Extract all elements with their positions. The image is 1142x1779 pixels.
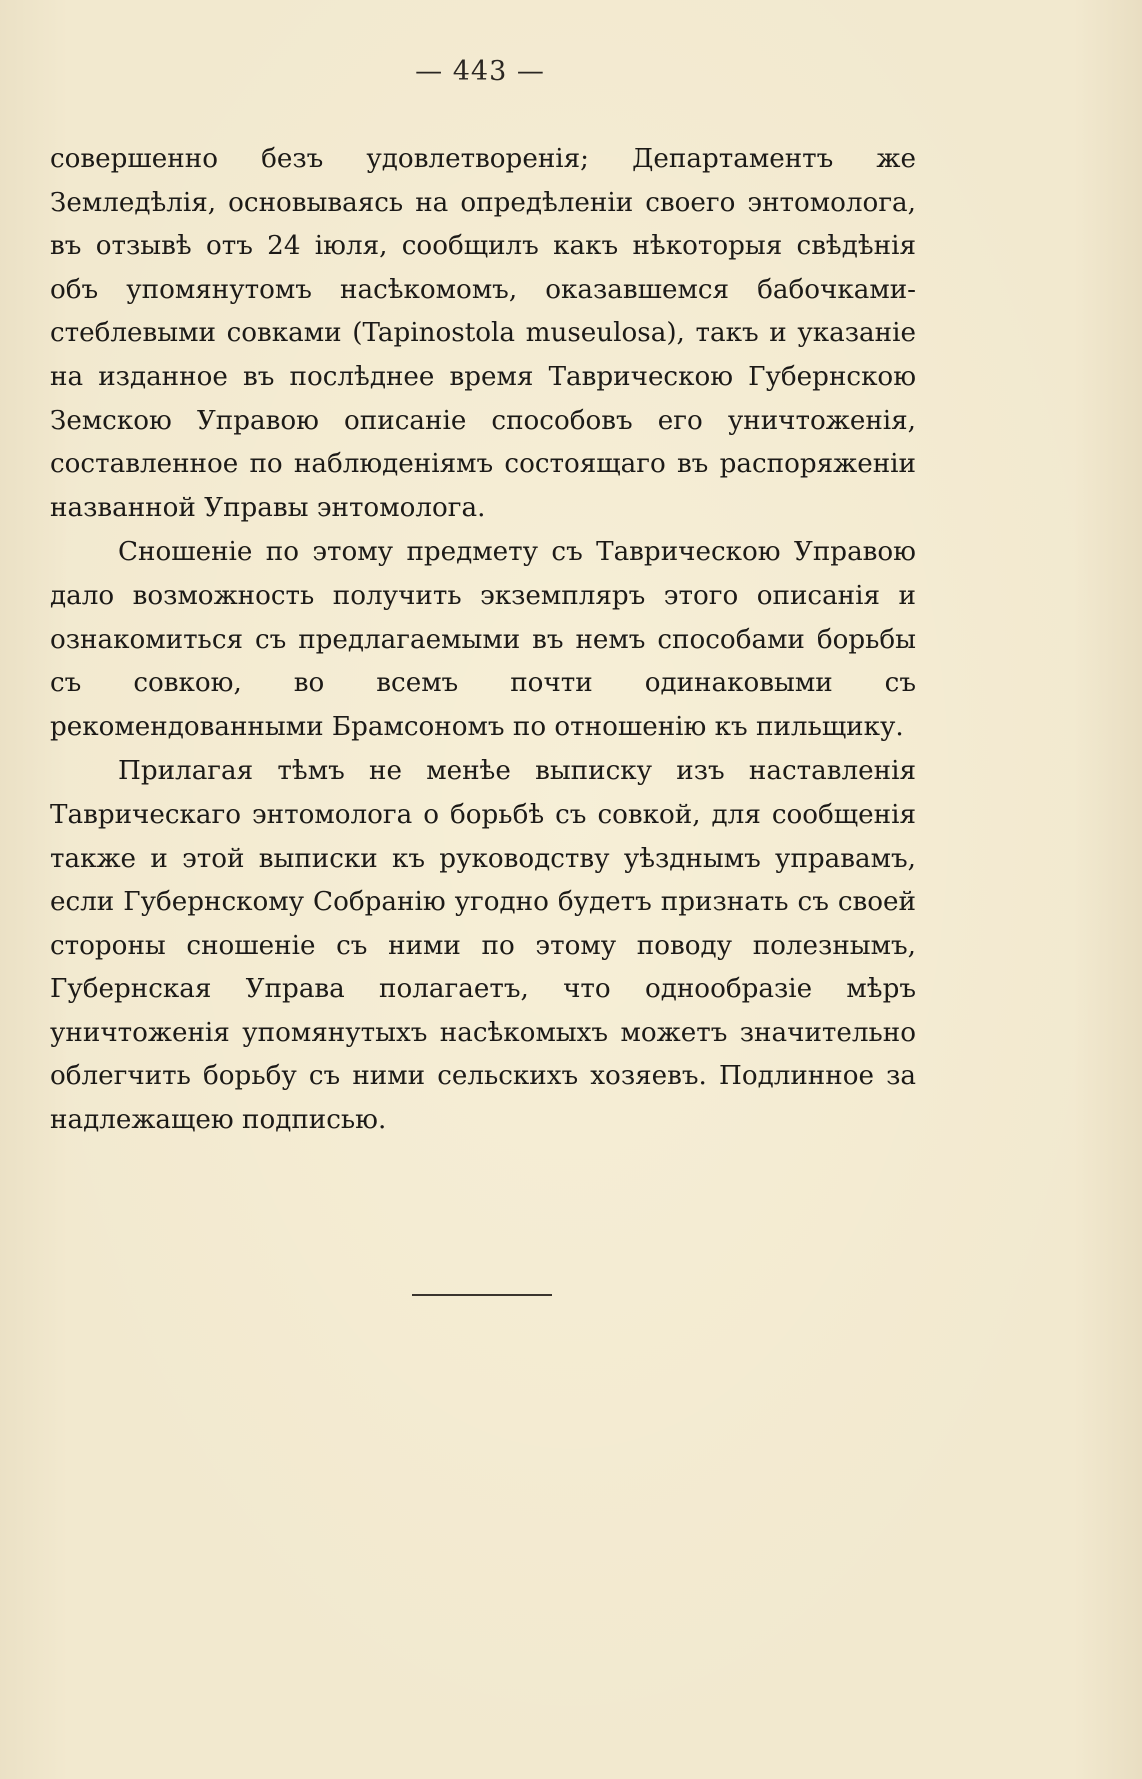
paragraph-proposal: Прилагая тѣмъ не менѣе выписку изъ наставленія Таврическаго энтомолога о борьбѣ съ совкой, для сообщенія также и этой выписки къ руководству уѣзднымъ управамъ, если Губернскому Собранію угодно будетъ признать съ своей стороны сношеніе съ ними по этому поводу полезнымъ, Губернская Управа полагаетъ, что однообразіе мѣръ уничтоженія упомянутыхъ насѣкомыхъ можетъ значительно облегчить борьбу съ ними сельскихъ хозяевъ. Подлинное за надлежащею подписью. xyxy=(50,756,916,1136)
page-number: — 443 — xyxy=(415,56,545,87)
paragraph-continuation: совершенно безъ удовлетворенія; Департаментъ же Земледѣлія, основываясь на опредѣленіи своего энтомолога, въ отзывѣ отъ 24 іюля, сообщилъ какъ нѣкоторыя свѣдѣнія объ упомянутомъ насѣкомомъ, оказавшемся бабочками-стеблевыми совками (Tapinostola museulosa), такъ и указаніе на изданное въ послѣднее время Таврическою Губернскою Земскою Управою описаніе способовъ его уничтоженія, составленное по наблюденіямъ состоящаго въ распоряженіи названной Управы энтомолога. xyxy=(50,144,916,523)
paragraph-correspondence: Сношеніе по этому предмету съ Таврическою Управою дало возможность получить экземпляръ этого описанія и ознакомиться съ предлагаемыми въ немъ способами борьбы съ совкою, во всемъ почти одинаковыми съ рекомендованными Брамсономъ по отношенію къ пильщику. xyxy=(50,537,916,742)
end-rule-divider xyxy=(412,1294,552,1296)
body-text xyxy=(50,138,916,1143)
